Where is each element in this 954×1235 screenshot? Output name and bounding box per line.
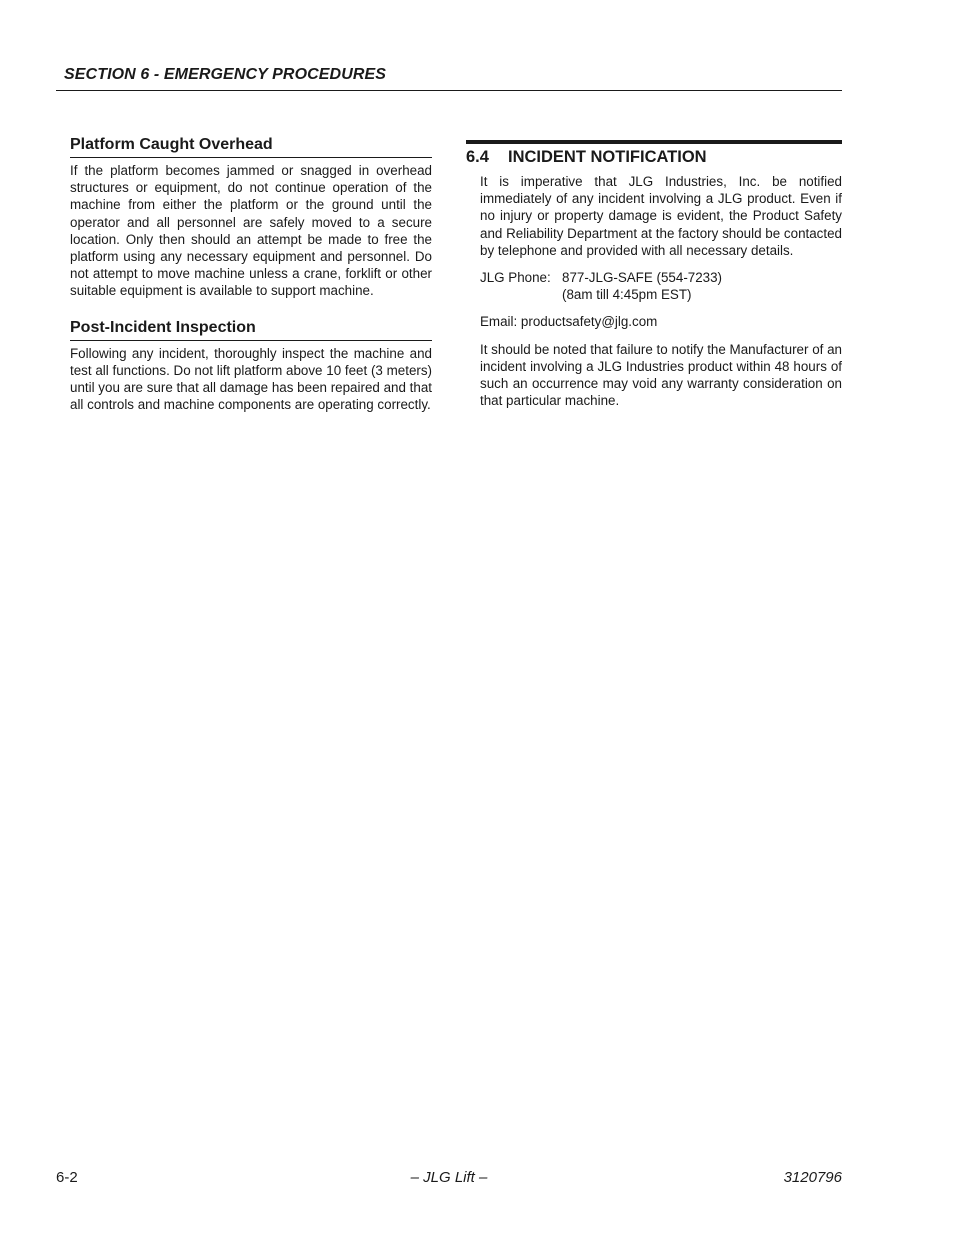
incident-notification-heading: [466, 140, 842, 167]
page-footer: [56, 1169, 842, 1189]
section-number: 6.4: [466, 148, 489, 166]
left-column: [70, 135, 432, 413]
email-line: Email: productsafety@jlg.com: [480, 314, 658, 330]
phone-block: [480, 269, 842, 303]
page-number: 6-2: [56, 1169, 78, 1186]
phone-label: JLG Phone:: [480, 270, 551, 286]
page-header: [56, 64, 842, 91]
post-incident-body: Following any incident, thoroughly inspect the machine and test all functions. Do not lift platform above 10 feet (3 meters) until you are sure that all damage has been repaired and that all controls and machine components are operating correctly.: [70, 345, 432, 413]
platform-overhead-heading: Platform Caught Overhead: [70, 135, 432, 158]
phone-number: 877-JLG-SAFE (554-7233): [562, 270, 723, 286]
platform-overhead-body: If the platform becomes jammed or snagged in overhead structures or equipment, do not continue operation of the machine from either the platform or the ground until the operator and all personnel are safely moved to a secure location. Only then should an attempt be made to free the platform using any necessary equipment and personnel. Do not attempt to move machine unless a crane, forklift or other suitable equipment is available to support machine.: [70, 163, 432, 299]
section-heading-text: INCIDENT NOTIFICATION: [508, 148, 707, 166]
document-number: 3120796: [783, 1169, 842, 1186]
right-column: [466, 140, 842, 419]
warranty-warning: It should be noted that failure to notify the Manufacturer of an incident involving a JLG Industries product within 48 hours of such an occurrence may void any warranty consideration on that particular machine.: [480, 341, 842, 409]
post-incident-heading: Post-Incident Inspection: [70, 318, 432, 341]
footer-brand: – JLG Lift –: [410, 1169, 488, 1186]
section-title: SECTION 6 - EMERGENCY PROCEDURES: [64, 66, 387, 83]
notification-intro: It is imperative that JLG Industries, Inc. be notified immediately of any incident involving a JLG product. Even if no injury or property damage is evident, the Product Safety and Reliability Department at the factory should be contacted by telephone and provided with all necessary details.: [480, 174, 842, 258]
incident-notification-body: [466, 173, 842, 409]
phone-hours: (8am till 4:45pm EST): [562, 287, 692, 303]
